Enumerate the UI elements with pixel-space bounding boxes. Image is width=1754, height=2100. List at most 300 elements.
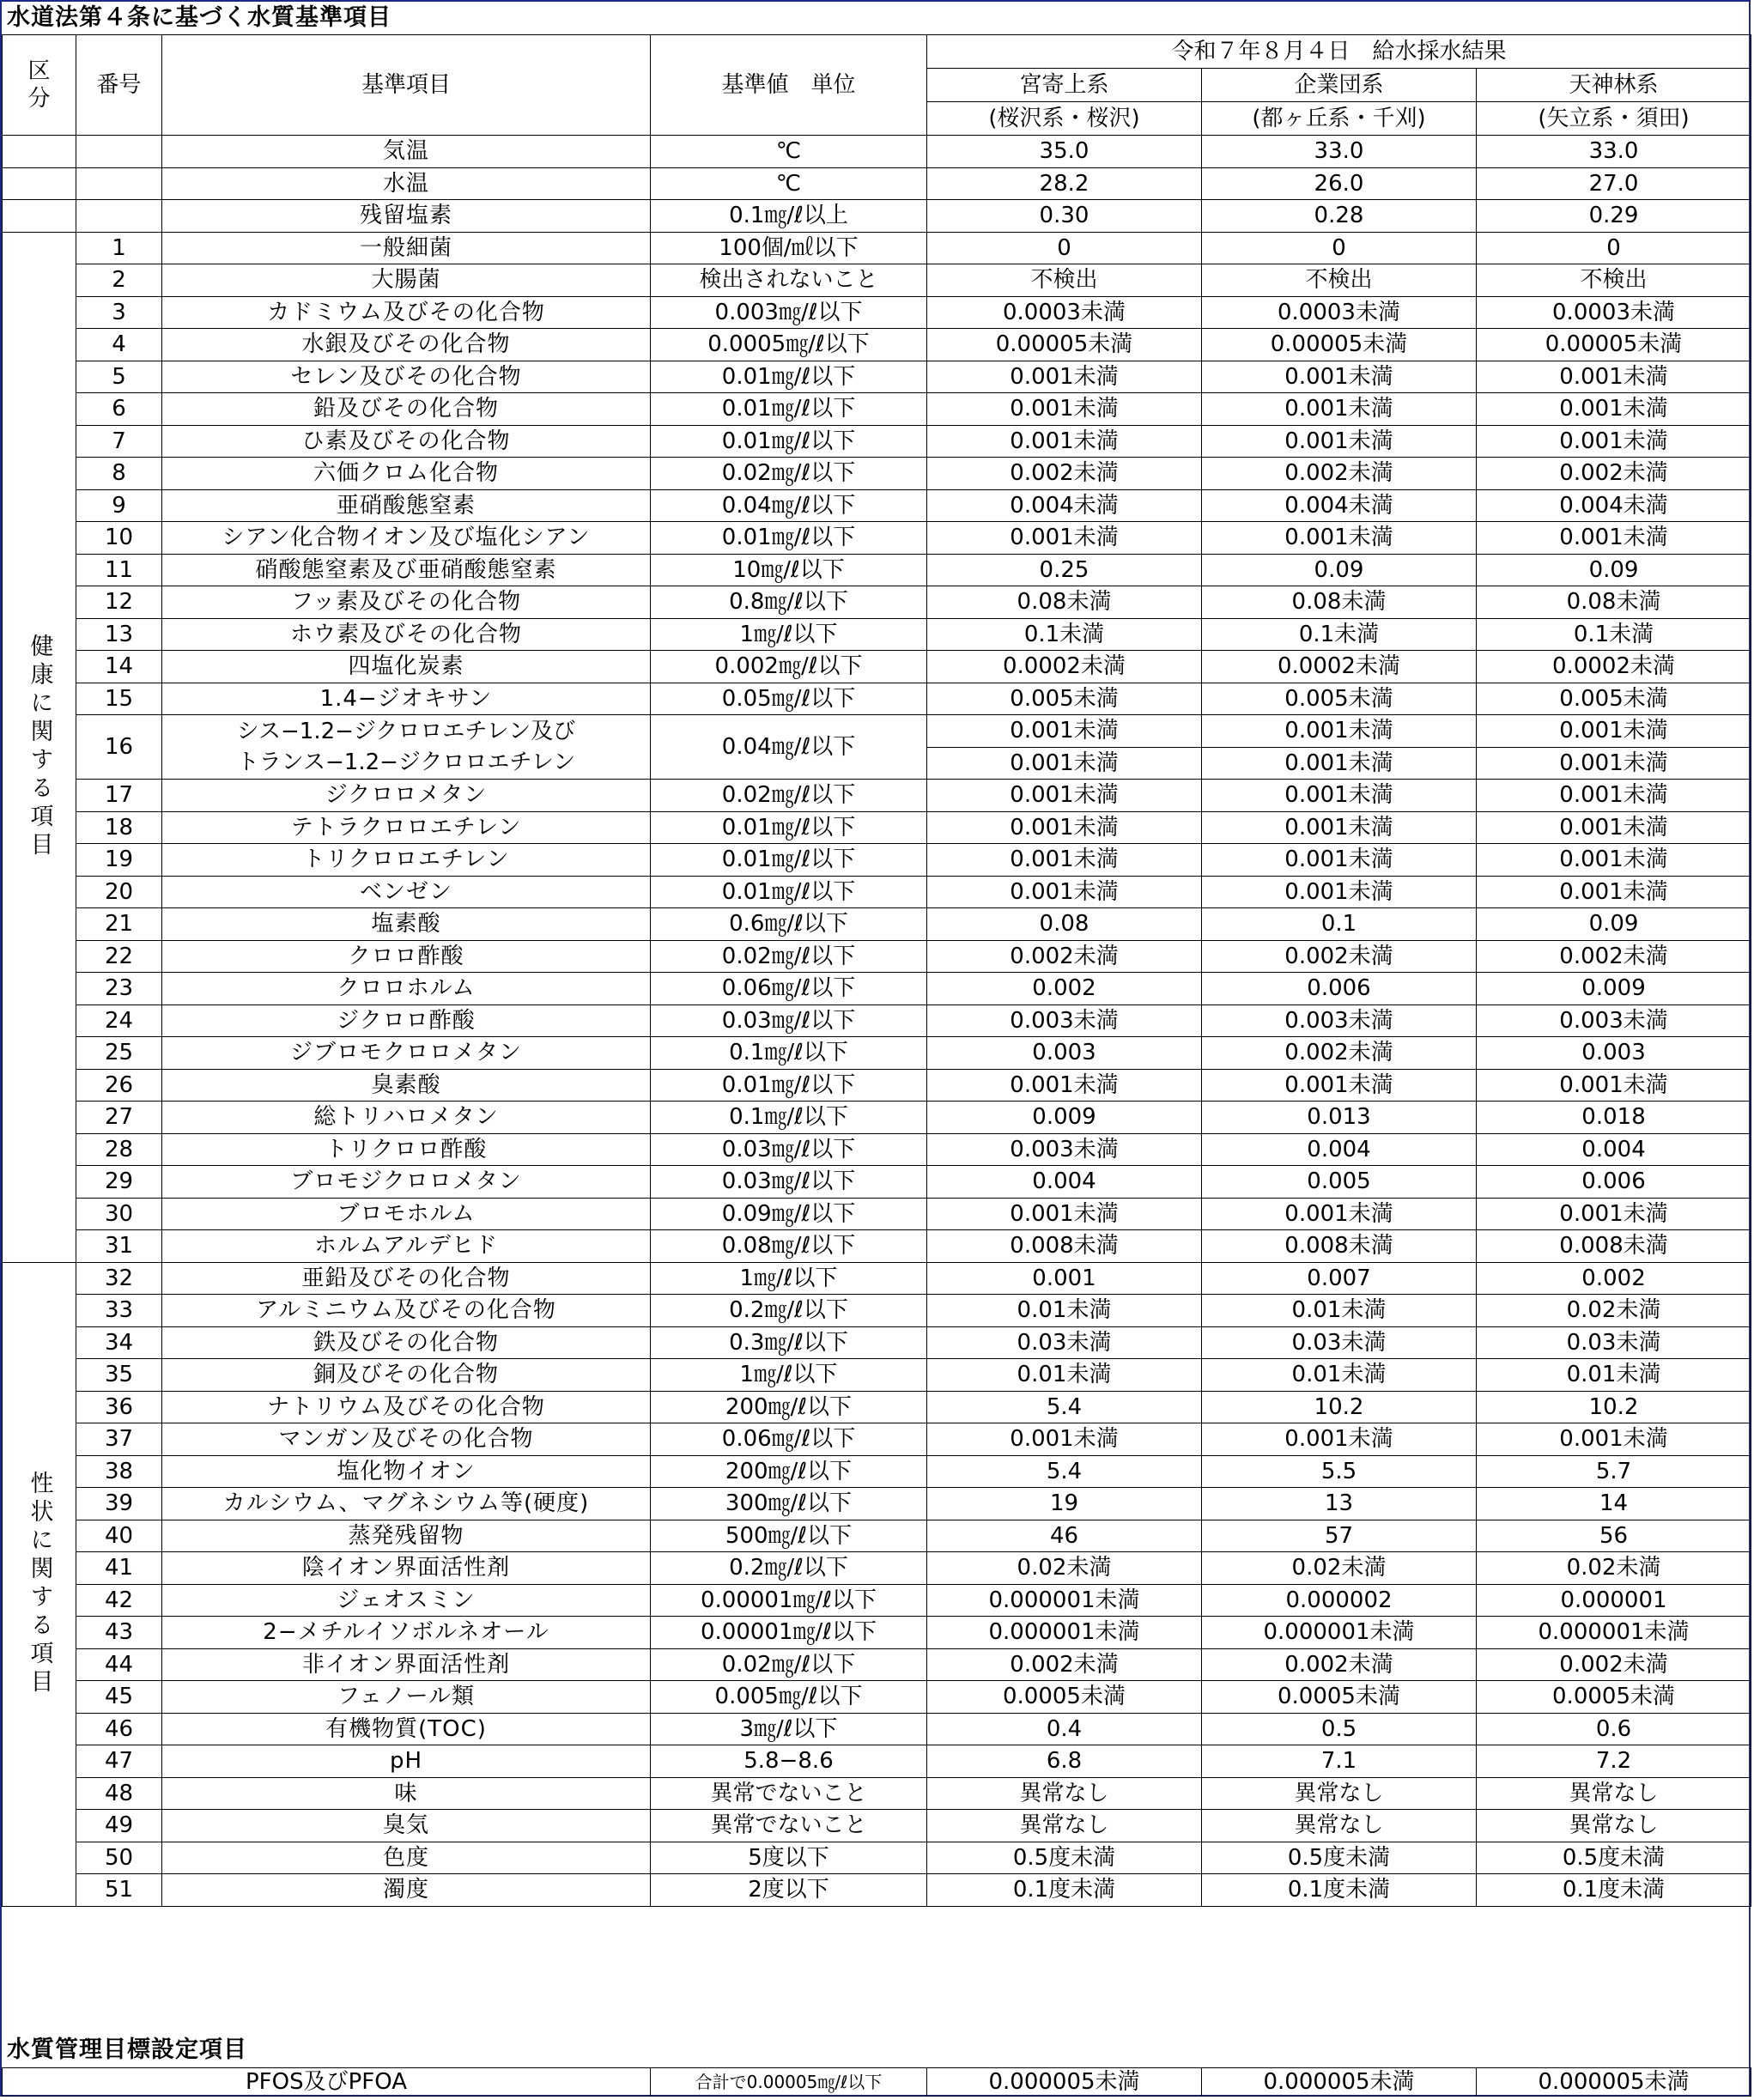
table-row — [3, 618, 1751, 651]
result-value: 0.002未満 — [1477, 940, 1751, 973]
item-number: 19 — [76, 844, 162, 877]
item-name: 一般細菌 — [162, 232, 651, 264]
item-name: PFOS及びPFOA — [3, 2068, 651, 2097]
result-value: 7.2 — [1477, 1745, 1751, 1778]
item-name: 蒸発残留物 — [162, 1520, 651, 1552]
result-value: 0.0003未満 — [927, 296, 1202, 329]
item-name: クロロ酢酸 — [162, 940, 651, 973]
result-value: 異常なし — [1202, 1777, 1477, 1810]
standard-value: 5.8−8.6 — [651, 1745, 927, 1778]
item-number: 41 — [76, 1552, 162, 1585]
header-sample-date: 令和７年８月４日 給水採水結果 — [927, 35, 1751, 69]
result-value: 5.7 — [1477, 1455, 1751, 1488]
result-value: 0.002未満 — [927, 458, 1202, 490]
table-row — [3, 780, 1751, 812]
table-row — [3, 1230, 1751, 1263]
standard-value: 0.00001㎎/ℓ以下 — [651, 1617, 927, 1649]
item-name: カルシウム、マグネシウム等(硬度) — [162, 1488, 651, 1520]
result-value: 0.0003未満 — [1202, 296, 1477, 329]
result-value: 5.4 — [927, 1455, 1202, 1488]
result-value: 0.00005未満 — [1202, 329, 1477, 361]
result-value: 0.00005未満 — [927, 329, 1202, 361]
item-number — [76, 200, 162, 233]
header-site-sub: (都ヶ丘系・千刈) — [1202, 102, 1477, 136]
result-value: 0.001未満 — [1477, 811, 1751, 844]
standard-value: 0.08㎎/ℓ以下 — [651, 1230, 927, 1263]
result-value: 0.0003未満 — [1477, 296, 1751, 329]
result-value: 0.001未満 — [927, 747, 1202, 780]
result-value: 5.5 — [1202, 1455, 1477, 1488]
table-row — [3, 1262, 1751, 1295]
standard-value: 200㎎/ℓ以下 — [651, 1455, 927, 1488]
item-number: 37 — [76, 1423, 162, 1456]
result-value: 0.1未満 — [927, 618, 1202, 651]
group-health-label: 健康に関する項目 — [3, 232, 76, 1262]
table-row — [3, 200, 1751, 233]
item-name: 塩素酸 — [162, 908, 651, 941]
standard-value: 0.01㎎/ℓ以下 — [651, 361, 927, 393]
item-number: 16 — [76, 715, 162, 780]
standard-value: 0.1㎎/ℓ以下 — [651, 1037, 927, 1070]
result-value: 0.5度未満 — [1202, 1842, 1477, 1874]
table-row — [3, 1648, 1751, 1681]
standard-value: 0.01㎎/ℓ以下 — [651, 522, 927, 555]
item-name: 非イオン界面活性剤 — [162, 1648, 651, 1681]
table-row — [3, 1326, 1751, 1359]
header-kijunchi-tani: 基準値 単位 — [651, 35, 927, 136]
result-value: 0.002未満 — [1202, 458, 1477, 490]
result-value: 5.4 — [927, 1391, 1202, 1423]
table-row — [3, 1777, 1751, 1810]
item-number: 14 — [76, 651, 162, 683]
item-number: 51 — [76, 1874, 162, 1907]
item-number: 44 — [76, 1648, 162, 1681]
item-name: 味 — [162, 1777, 651, 1810]
result-value: 0.001未満 — [927, 876, 1202, 908]
result-value: 0.001未満 — [927, 715, 1202, 748]
result-value: 0.007 — [1202, 1262, 1477, 1295]
item-name: ホウ素及びその化合物 — [162, 618, 651, 651]
result-value: 0.003 — [1477, 1037, 1751, 1070]
item-name: 亜鉛及びその化合物 — [162, 1262, 651, 1295]
result-value: 0.001未満 — [1202, 1198, 1477, 1230]
item-name: シアン化合物イオン及び塩化シアン — [162, 522, 651, 555]
result-value: 0.001未満 — [1202, 361, 1477, 393]
result-value: 0.25 — [927, 554, 1202, 586]
result-value: 0.000005未満 — [927, 2068, 1202, 2097]
item-number: 15 — [76, 683, 162, 715]
item-number — [76, 136, 162, 168]
table-row — [3, 361, 1751, 393]
table-row — [3, 715, 1751, 748]
standard-value: 0.01㎎/ℓ以下 — [651, 811, 927, 844]
result-value: 0.0005未満 — [1477, 1681, 1751, 1714]
item-number: 13 — [76, 618, 162, 651]
standard-value: 300㎎/ℓ以下 — [651, 1488, 927, 1520]
table-row — [3, 651, 1751, 683]
result-value: 0.02未満 — [1477, 1295, 1751, 1327]
result-value: 0.09 — [1202, 554, 1477, 586]
item-name: ジクロロ酢酸 — [162, 1004, 651, 1037]
result-value: 0.0005未満 — [927, 1681, 1202, 1714]
standard-value: 1㎎/ℓ以下 — [651, 618, 927, 651]
item-name: ジブロモクロロメタン — [162, 1037, 651, 1070]
standard-value: 0.01㎎/ℓ以下 — [651, 1069, 927, 1102]
result-value: 0.006 — [1202, 973, 1477, 1005]
standard-value: 0.04㎎/ℓ以下 — [651, 489, 927, 522]
standard-value: 0.06㎎/ℓ以下 — [651, 973, 927, 1005]
item-number: 11 — [76, 554, 162, 586]
item-name: 亜硝酸態窒素 — [162, 489, 651, 522]
item-name: 硝酸態窒素及び亜硝酸態窒素 — [162, 554, 651, 586]
result-value: 0.08未満 — [1477, 586, 1751, 619]
result-value: 0.005未満 — [1202, 683, 1477, 715]
item-name: 臭素酸 — [162, 1069, 651, 1102]
result-value: 0.5 — [1202, 1713, 1477, 1745]
management-section-title: 水質管理目標設定項目 — [7, 2036, 247, 2063]
item-name: 六価クロム化合物 — [162, 458, 651, 490]
result-value: 不検出 — [927, 264, 1202, 297]
table-row — [3, 1455, 1751, 1488]
result-value: 0.002 — [927, 973, 1202, 1005]
result-value: 0.000001未満 — [927, 1617, 1202, 1649]
result-value: 0.01未満 — [927, 1359, 1202, 1392]
result-value: 0.001未満 — [927, 361, 1202, 393]
item-number: 2 — [76, 264, 162, 297]
standard-value: 0.2㎎/ℓ以下 — [651, 1552, 927, 1585]
result-value: 0.000002 — [1202, 1584, 1477, 1617]
item-number: 36 — [76, 1391, 162, 1423]
result-value: 異常なし — [1477, 1777, 1751, 1810]
item-number: 20 — [76, 876, 162, 908]
result-value: 0.08未満 — [1202, 586, 1477, 619]
result-value: 0.004未満 — [1477, 489, 1751, 522]
result-value: 異常なし — [1477, 1810, 1751, 1842]
standard-value: 0.005㎎/ℓ以下 — [651, 1681, 927, 1714]
item-number: 47 — [76, 1745, 162, 1778]
table-row — [3, 1617, 1751, 1649]
standard-value: 0.02㎎/ℓ以下 — [651, 458, 927, 490]
result-value: 0.004未満 — [1202, 489, 1477, 522]
header-site-name: 宮寄上系 — [927, 69, 1202, 102]
result-value: 10.2 — [1202, 1391, 1477, 1423]
table-row — [3, 1133, 1751, 1166]
standard-value: 10㎎/ℓ以下 — [651, 554, 927, 586]
table-row — [3, 844, 1751, 877]
standard-value: 0.04㎎/ℓ以下 — [651, 715, 927, 780]
result-value: 33.0 — [1477, 136, 1751, 168]
result-value: 0.002未満 — [927, 940, 1202, 973]
water-quality-table — [2, 34, 1751, 1907]
standard-value: 0.03㎎/ℓ以下 — [651, 1133, 927, 1166]
table-row — [3, 2068, 1751, 2097]
result-value: 0.0002未満 — [1477, 651, 1751, 683]
result-value: 0.001 — [927, 1262, 1202, 1295]
item-name: 鉄及びその化合物 — [162, 1326, 651, 1359]
item-name: 1.4−ジオキサン — [162, 683, 651, 715]
standard-value: 3㎎/ℓ以下 — [651, 1713, 927, 1745]
result-value: 0.08未満 — [927, 586, 1202, 619]
standard-value: 0.03㎎/ℓ以下 — [651, 1166, 927, 1199]
table-row — [3, 1552, 1751, 1585]
table-row — [3, 1391, 1751, 1423]
result-value: 0.003未満 — [927, 1004, 1202, 1037]
result-value: 0.03未満 — [1477, 1326, 1751, 1359]
item-name: 臭気 — [162, 1810, 651, 1842]
table-row — [3, 1520, 1751, 1552]
item-name: ホルムアルデヒド — [162, 1230, 651, 1263]
result-value: 0.001未満 — [927, 1069, 1202, 1102]
result-value: 0.01未満 — [1202, 1359, 1477, 1392]
item-number: 4 — [76, 329, 162, 361]
result-value: 13 — [1202, 1488, 1477, 1520]
standard-value: 0.01㎎/ℓ以下 — [651, 425, 927, 458]
result-value: 0.003未満 — [1202, 1004, 1477, 1037]
result-value: 0.6 — [1477, 1713, 1751, 1745]
result-value: 異常なし — [927, 1810, 1202, 1842]
item-name: ジクロロメタン — [162, 780, 651, 812]
item-number: 25 — [76, 1037, 162, 1070]
item-number: 46 — [76, 1713, 162, 1745]
result-value: 0.003 — [927, 1037, 1202, 1070]
item-name: ブロモホルム — [162, 1198, 651, 1230]
table-row — [3, 1037, 1751, 1070]
item-number: 18 — [76, 811, 162, 844]
result-value: 0 — [1477, 232, 1751, 264]
standard-value: 0.02㎎/ℓ以下 — [651, 1648, 927, 1681]
item-number: 10 — [76, 522, 162, 555]
item-number: 17 — [76, 780, 162, 812]
header-site-sub: (矢立系・須田) — [1477, 102, 1751, 136]
item-number: 39 — [76, 1488, 162, 1520]
item-name — [162, 715, 651, 780]
table-row — [3, 1681, 1751, 1714]
result-value: 0.001未満 — [1202, 747, 1477, 780]
result-value: 0.001未満 — [1202, 715, 1477, 748]
item-name: ジェオスミン — [162, 1584, 651, 1617]
table-row — [3, 232, 1751, 264]
table-row — [3, 683, 1751, 715]
standard-value: 0.01㎎/ℓ以下 — [651, 844, 927, 877]
standard-value: 0.6㎎/ℓ以下 — [651, 908, 927, 941]
standard-value: 1㎎/ℓ以下 — [651, 1262, 927, 1295]
item-name: トリクロロエチレン — [162, 844, 651, 877]
table-row — [3, 1069, 1751, 1102]
result-value: 0.02未満 — [1477, 1552, 1751, 1585]
result-value: 不検出 — [1202, 264, 1477, 297]
result-value: 0.001未満 — [1202, 522, 1477, 555]
standard-value: 0.2㎎/ℓ以下 — [651, 1295, 927, 1327]
result-value: 0.1 — [1202, 908, 1477, 941]
result-value: 0.03未満 — [1202, 1326, 1477, 1359]
result-value: 0.001未満 — [927, 811, 1202, 844]
result-value: 0.004 — [1477, 1133, 1751, 1166]
item-number: 26 — [76, 1069, 162, 1102]
result-value: 異常なし — [1202, 1810, 1477, 1842]
result-value: 0 — [1202, 232, 1477, 264]
header-site-name: 天神林系 — [1477, 69, 1751, 102]
item-number: 42 — [76, 1584, 162, 1617]
header-kijun-komoku: 基準項目 — [162, 35, 651, 136]
result-value: 14 — [1477, 1488, 1751, 1520]
item-number: 1 — [76, 232, 162, 264]
table-row — [3, 554, 1751, 586]
header-bango: 番号 — [76, 35, 162, 136]
item-name: ひ素及びその化合物 — [162, 425, 651, 458]
standard-value: 0.002㎎/ℓ以下 — [651, 651, 927, 683]
standard-value: ℃ — [651, 136, 927, 168]
result-value: 26.0 — [1202, 167, 1477, 200]
standard-value: ℃ — [651, 167, 927, 200]
result-value: 0.002 — [1477, 1262, 1751, 1295]
table-row — [3, 167, 1751, 200]
result-value: 0.01未満 — [1202, 1295, 1477, 1327]
item-name: 総トリハロメタン — [162, 1102, 651, 1134]
table-row — [3, 1488, 1751, 1520]
result-value: 0.001未満 — [1477, 1423, 1751, 1456]
item-name: フッ素及びその化合物 — [162, 586, 651, 619]
item-number: 22 — [76, 940, 162, 973]
result-value: 0.1度未満 — [927, 1874, 1202, 1907]
header-kubun-label: 区分 — [27, 58, 51, 112]
item-number: 50 — [76, 1842, 162, 1874]
standard-value: 100個/㎖以下 — [651, 232, 927, 264]
result-value: 0.009 — [1477, 973, 1751, 1005]
result-value: 0.001未満 — [1477, 522, 1751, 555]
item-number: 5 — [76, 361, 162, 393]
result-value: 0.01未満 — [927, 1295, 1202, 1327]
result-value: 0.001未満 — [1202, 876, 1477, 908]
result-value: 0.009 — [927, 1102, 1202, 1134]
result-value: 0.001未満 — [1477, 780, 1751, 812]
result-value: 27.0 — [1477, 167, 1751, 200]
item-number: 23 — [76, 973, 162, 1005]
table-row — [3, 393, 1751, 426]
item-number: 6 — [76, 393, 162, 426]
result-value: 0.004 — [1202, 1133, 1477, 1166]
table-row — [3, 458, 1751, 490]
result-value: 0.001未満 — [1202, 844, 1477, 877]
result-value: 0.001未満 — [1477, 876, 1751, 908]
result-value: 0.02未満 — [1202, 1552, 1477, 1585]
item-name-line: シス−1.2−ジクロロエチレン及び — [236, 719, 576, 744]
result-value: 0.008未満 — [1477, 1230, 1751, 1263]
result-value: 0.1度未満 — [1477, 1874, 1751, 1907]
result-value: 46 — [927, 1520, 1202, 1552]
result-value: 0.001未満 — [1202, 780, 1477, 812]
standard-value: 0.01㎎/ℓ以下 — [651, 876, 927, 908]
kubun-cell — [3, 167, 76, 200]
result-value: 6.8 — [927, 1745, 1202, 1778]
item-name: 水温 — [162, 167, 651, 200]
table-row — [3, 908, 1751, 941]
result-value: 0.01未満 — [1477, 1359, 1751, 1392]
result-value: 0.001未満 — [1477, 425, 1751, 458]
table-row — [3, 1359, 1751, 1392]
item-name: ナトリウム及びその化合物 — [162, 1391, 651, 1423]
item-name: セレン及びその化合物 — [162, 361, 651, 393]
result-value: 0.001未満 — [1477, 747, 1751, 780]
item-number: 3 — [76, 296, 162, 329]
item-name: ブロモジクロロメタン — [162, 1166, 651, 1199]
result-value: 0.000005未満 — [1202, 2068, 1477, 2097]
result-value: 0.001未満 — [927, 522, 1202, 555]
result-value: 0.001未満 — [1477, 1198, 1751, 1230]
item-name: ベンゼン — [162, 876, 651, 908]
item-name: テトラクロロエチレン — [162, 811, 651, 844]
result-value: 19 — [927, 1488, 1202, 1520]
table-row — [3, 1004, 1751, 1037]
result-value: 0.000001未満 — [927, 1584, 1202, 1617]
standard-value: 0.06㎎/ℓ以下 — [651, 1423, 927, 1456]
table-row — [3, 1423, 1751, 1456]
header-kubun — [3, 35, 76, 136]
item-number: 35 — [76, 1359, 162, 1392]
item-number: 48 — [76, 1777, 162, 1810]
item-name: 陰イオン界面活性剤 — [162, 1552, 651, 1585]
result-value: 10.2 — [1477, 1391, 1751, 1423]
item-number: 28 — [76, 1133, 162, 1166]
standard-value: 200㎎/ℓ以下 — [651, 1391, 927, 1423]
item-number — [76, 167, 162, 200]
table-row — [3, 1166, 1751, 1199]
result-value: 0.018 — [1477, 1102, 1751, 1134]
standard-value: 1㎎/ℓ以下 — [651, 1359, 927, 1392]
table-row — [3, 489, 1751, 522]
item-number: 34 — [76, 1326, 162, 1359]
item-number: 31 — [76, 1230, 162, 1263]
table-row — [3, 973, 1751, 1005]
result-value: 0.1未満 — [1477, 618, 1751, 651]
result-value: 57 — [1202, 1520, 1477, 1552]
standard-value: 0.02㎎/ℓ以下 — [651, 780, 927, 812]
standard-value: 合計で0.00005㎎/ℓ以下 — [651, 2068, 927, 2097]
item-name-line: トランス−1.2−ジクロロエチレン — [236, 750, 576, 775]
item-number: 12 — [76, 586, 162, 619]
result-value: 0.001未満 — [1202, 1069, 1477, 1102]
item-number: 7 — [76, 425, 162, 458]
result-value: 0.001未満 — [927, 1198, 1202, 1230]
item-number: 38 — [76, 1455, 162, 1488]
result-value: 0.013 — [1202, 1102, 1477, 1134]
standard-value: 2度以下 — [651, 1874, 927, 1907]
item-number: 8 — [76, 458, 162, 490]
standard-value: 0.01㎎/ℓ以下 — [651, 393, 927, 426]
result-value: 28.2 — [927, 167, 1202, 200]
table-row — [3, 876, 1751, 908]
result-value: 0.30 — [927, 200, 1202, 233]
result-value: 0.001未満 — [927, 844, 1202, 877]
result-value: 56 — [1477, 1520, 1751, 1552]
table-row — [3, 1584, 1751, 1617]
result-value: 0.001未満 — [1202, 393, 1477, 426]
result-value: 0.001未満 — [1477, 844, 1751, 877]
standard-value: 異常でないこと — [651, 1810, 927, 1842]
management-table — [2, 2067, 1751, 2097]
item-name: 四塩化炭素 — [162, 651, 651, 683]
standard-value: 0.003㎎/ℓ以下 — [651, 296, 927, 329]
standard-value: 0.1㎎/ℓ以下 — [651, 1102, 927, 1134]
item-name: トリクロロ酢酸 — [162, 1133, 651, 1166]
standard-value: 異常でないこと — [651, 1777, 927, 1810]
result-value: 0.0002未満 — [927, 651, 1202, 683]
result-value: 0.09 — [1477, 554, 1751, 586]
item-number: 24 — [76, 1004, 162, 1037]
item-name: pH — [162, 1745, 651, 1778]
result-value: 0.000005未満 — [1477, 2068, 1751, 2097]
item-number: 33 — [76, 1295, 162, 1327]
table-row — [3, 329, 1751, 361]
